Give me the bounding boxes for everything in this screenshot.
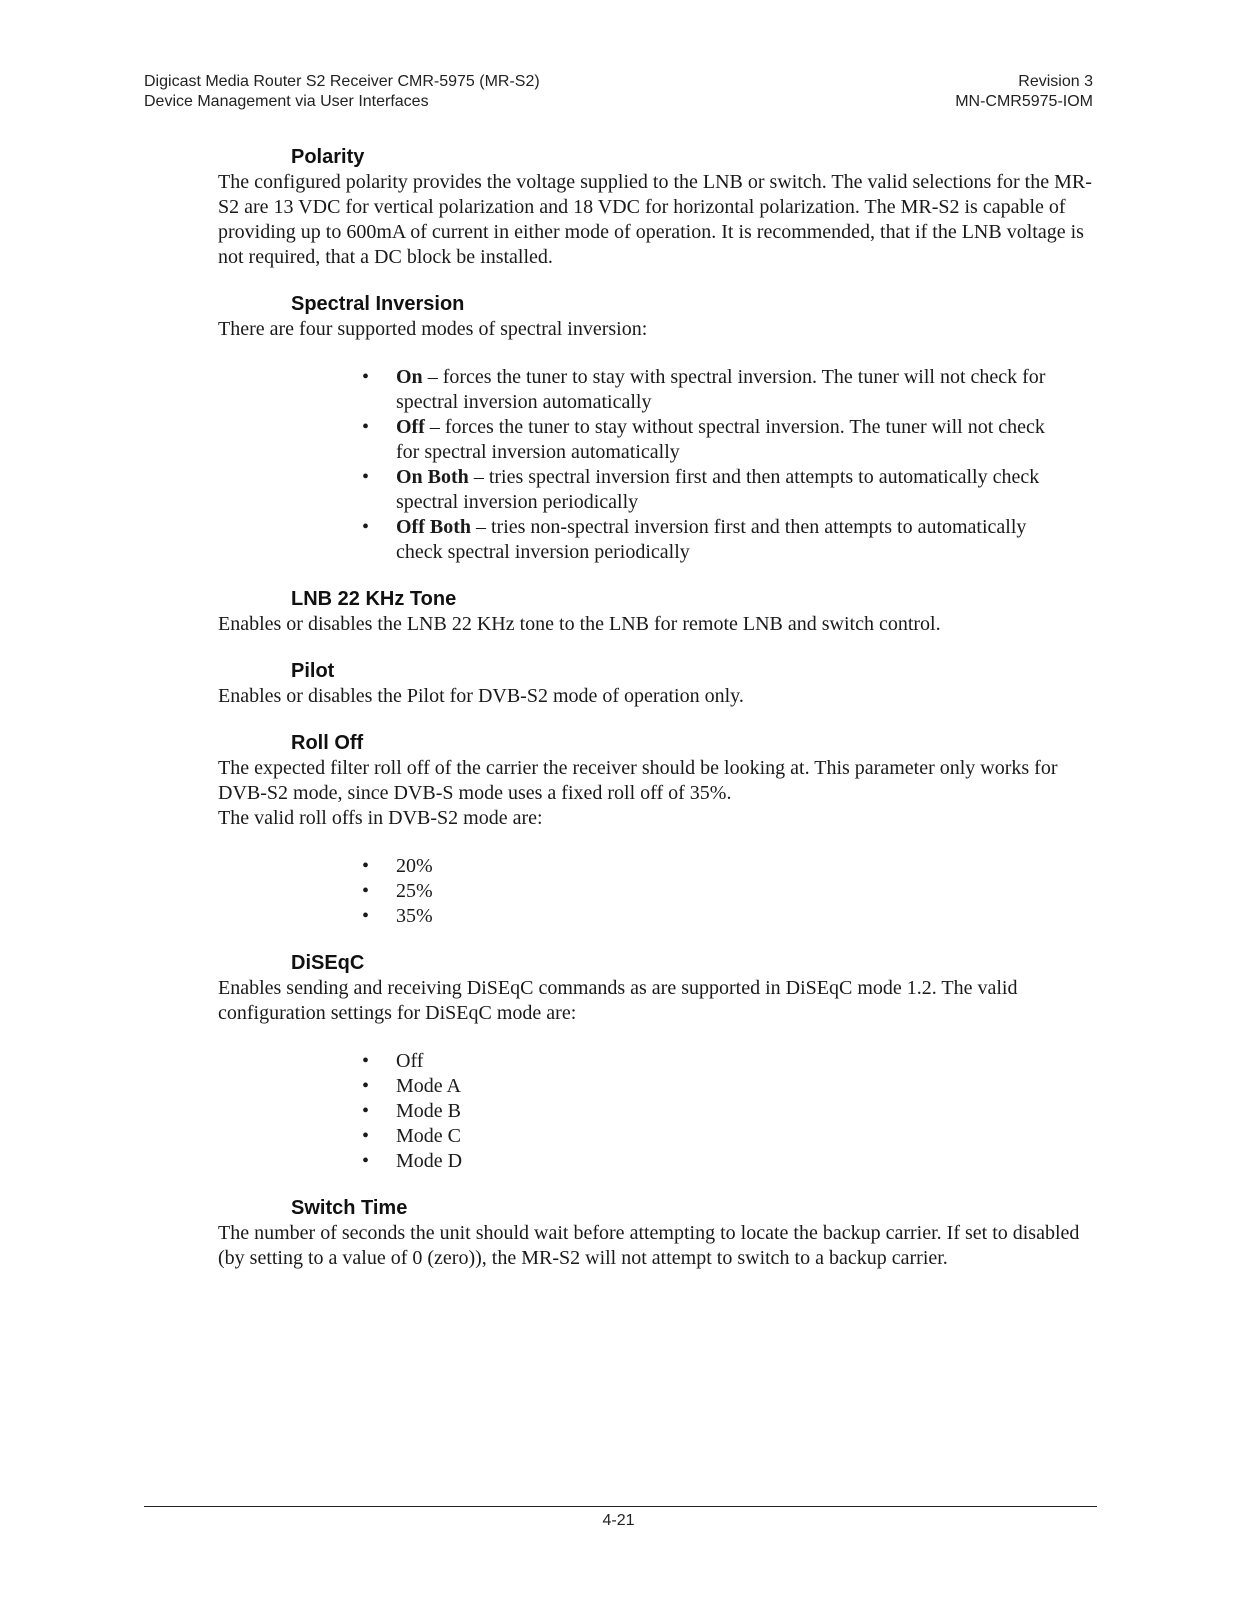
list-item-text: Mode B bbox=[396, 1100, 461, 1122]
list-item-text: Mode A bbox=[396, 1075, 461, 1097]
section-title: Polarity bbox=[291, 146, 365, 168]
section-roll-off bbox=[218, 730, 1098, 929]
section-diseqc bbox=[218, 950, 1098, 1174]
page-header-left bbox=[144, 72, 540, 112]
list-item bbox=[362, 365, 1066, 415]
list-item-text: 25% bbox=[396, 880, 433, 902]
section-title: Switch Time bbox=[291, 1197, 408, 1219]
diseqc-mode-list bbox=[218, 1049, 1098, 1174]
list-item-text: Mode C bbox=[396, 1125, 461, 1147]
list-item bbox=[362, 904, 1066, 929]
footer-divider bbox=[144, 1506, 1097, 1507]
list-item bbox=[362, 1099, 1066, 1124]
section-lnb-22khz-tone bbox=[218, 586, 1098, 637]
list-item bbox=[362, 1124, 1066, 1149]
bullet-icon: • bbox=[362, 1075, 370, 1097]
section-paragraph: Enables sending and receiving DiSEqC commands as are supported in DiSEqC mode 1.2. The valid configuration settings for DiSEqC mode are: bbox=[218, 977, 1018, 1024]
bullet-icon: • bbox=[362, 1050, 370, 1072]
spectral-modes-list bbox=[218, 365, 1098, 565]
bullet-icon: • bbox=[362, 1125, 370, 1147]
bullet-icon: • bbox=[362, 1150, 370, 1172]
page-header-right bbox=[955, 72, 1093, 112]
list-item-text: 20% bbox=[396, 855, 433, 877]
list-item bbox=[362, 854, 1066, 879]
bullet-icon: • bbox=[362, 880, 370, 902]
list-item bbox=[362, 1049, 1066, 1074]
list-item-text: 35% bbox=[396, 905, 433, 927]
list-item-term: Off bbox=[396, 416, 425, 438]
list-item bbox=[362, 465, 1066, 515]
section-switch-time bbox=[218, 1195, 1098, 1271]
list-item-description: – tries spectral inversion first and then attempts to automatically check spectral inversion periodically bbox=[396, 466, 1040, 513]
list-item-description: – tries non-spectral inversion first and then attempts to automatically check spectral inversion periodically bbox=[396, 516, 1027, 563]
section-spectral-inversion bbox=[218, 291, 1098, 565]
section-paragraph: The number of seconds the unit should wait before attempting to locate the backup carrier. If set to disabled (by setting to a value of 0 (zero)), the MR-S2 will not attempt to switch to a backup carrier. bbox=[218, 1222, 1080, 1269]
header-chapter-title: Device Management via User Interfaces bbox=[144, 93, 429, 110]
bullet-icon: • bbox=[362, 366, 370, 388]
list-item-term: On bbox=[396, 366, 423, 388]
section-pilot bbox=[218, 658, 1098, 709]
bullet-icon: • bbox=[362, 466, 370, 488]
section-paragraph: There are four supported modes of spectral inversion: bbox=[218, 318, 648, 340]
bullet-icon: • bbox=[362, 855, 370, 877]
list-item bbox=[362, 1149, 1066, 1174]
section-paragraph: Enables or disables the LNB 22 KHz tone to the LNB for remote LNB and switch control. bbox=[218, 613, 941, 635]
section-title: Pilot bbox=[291, 660, 335, 682]
page-number: 4-21 bbox=[602, 1512, 635, 1529]
list-item-term: On Both bbox=[396, 466, 469, 488]
section-title: DiSEqC bbox=[291, 952, 365, 974]
bullet-icon: • bbox=[362, 416, 370, 438]
list-item bbox=[362, 415, 1066, 465]
header-document-number: MN-CMR5975-IOM bbox=[955, 93, 1093, 110]
list-item-description: – forces the tuner to stay without spectral inversion. The tuner will not check for spectral inversion automatically bbox=[396, 416, 1045, 463]
document-body bbox=[218, 144, 1098, 1292]
list-item-description: – forces the tuner to stay with spectral inversion. The tuner will not check for spectral inversion automatically bbox=[396, 366, 1046, 413]
list-item bbox=[362, 515, 1066, 565]
section-title: LNB 22 KHz Tone bbox=[291, 588, 457, 610]
list-item bbox=[362, 879, 1066, 904]
section-paragraph: The configured polarity provides the voltage supplied to the LNB or switch. The valid selections for the MR-S2 are 13 VDC for vertical polarization and 18 VDC for horizontal polarization. The MR-S2 is capable of providing up to 600mA of current in either mode of operation. It is recommended, that if the LNB voltage is not required, that a DC block be installed. bbox=[218, 171, 1092, 268]
header-product-title: Digicast Media Router S2 Receiver CMR-5975 (MR-S2) bbox=[144, 73, 540, 90]
roll-off-list bbox=[218, 854, 1098, 929]
section-title: Spectral Inversion bbox=[291, 293, 465, 315]
header-revision: Revision 3 bbox=[1018, 73, 1093, 90]
section-paragraph: Enables or disables the Pilot for DVB-S2 mode of operation only. bbox=[218, 685, 744, 707]
section-title: Roll Off bbox=[291, 732, 364, 754]
list-item bbox=[362, 1074, 1066, 1099]
bullet-icon: • bbox=[362, 516, 370, 538]
list-item-term: Off Both bbox=[396, 516, 471, 538]
list-item-text: Off bbox=[396, 1050, 424, 1072]
list-item-text: Mode D bbox=[396, 1150, 463, 1172]
bullet-icon: • bbox=[362, 905, 370, 927]
bullet-icon: • bbox=[362, 1100, 370, 1122]
section-polarity bbox=[218, 144, 1098, 270]
section-paragraph: The expected filter roll off of the carrier the receiver should be looking at. This parameter only works for DVB-S2 mode, since DVB-S mode uses a fixed roll off of 35%. bbox=[218, 757, 1058, 804]
section-paragraph: The valid roll offs in DVB-S2 mode are: bbox=[218, 807, 543, 829]
